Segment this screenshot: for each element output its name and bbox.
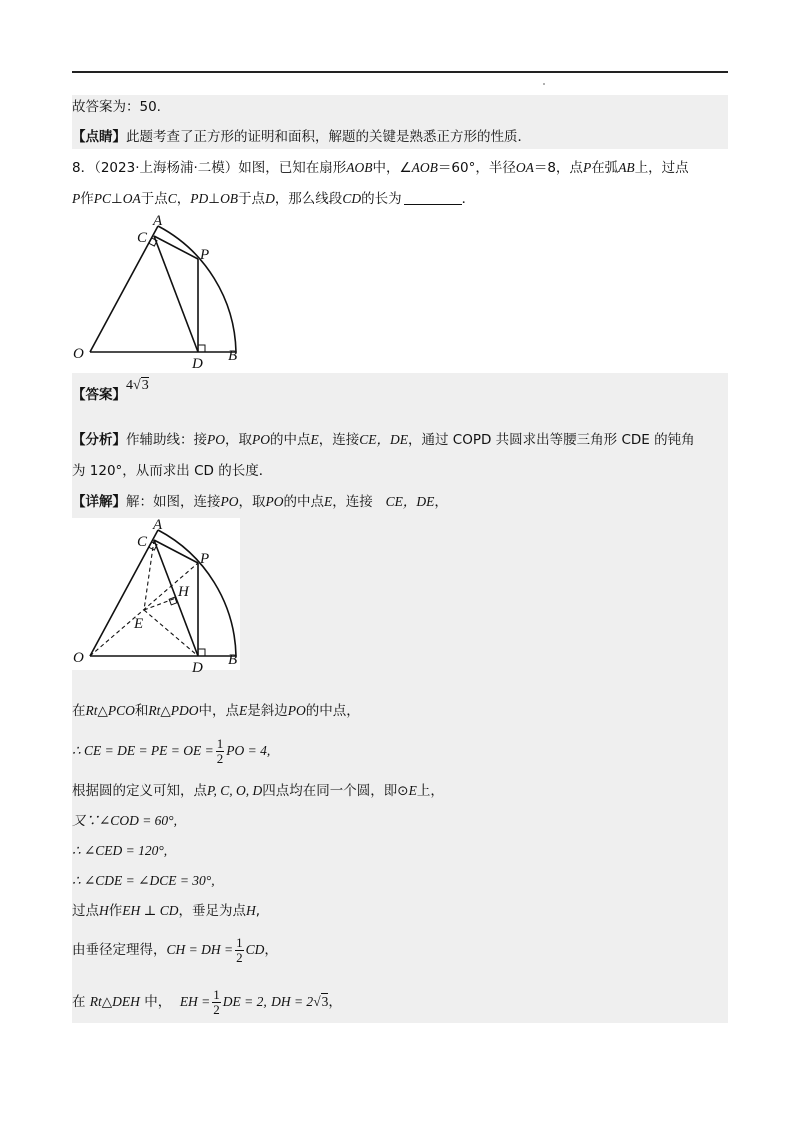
prev-answer-line: 故答案为：50. bbox=[72, 99, 161, 115]
answer-line: 【答案】4√3 bbox=[72, 378, 149, 403]
answer-blank bbox=[404, 192, 462, 205]
fraction-half-3: $\frac{1}{2}$ bbox=[213, 986, 220, 1017]
step-9: 在 Rt△DEH 中， EH = $\frac{1}{2}$ DE = 2, DH = 2 √3 ， bbox=[72, 986, 342, 1017]
auxiliary-figure bbox=[68, 516, 258, 676]
fraction-half: $\frac{1}{2}$ bbox=[216, 735, 224, 766]
segment-ce-dashed bbox=[144, 540, 154, 610]
answer-value: 4√3 bbox=[126, 378, 149, 393]
label-o-2: O bbox=[73, 650, 84, 666]
prev-comment-line: 【点睛】此题考查了正方形的证明和面积，解题的关键是熟悉正方形的性质． bbox=[72, 129, 531, 145]
step-4: 又∵∠COD = 60°, bbox=[72, 813, 177, 828]
step-6: ∴ ∠CDE = ∠DCE = 30°, bbox=[72, 873, 215, 888]
label-b: B bbox=[228, 348, 238, 364]
segment-oa-2 bbox=[90, 530, 158, 656]
right-angle-d bbox=[198, 345, 205, 352]
label-c-2: C bbox=[137, 534, 148, 550]
label-d: D bbox=[192, 356, 203, 372]
step-7: 过点H作EH ⊥ CD，垂足为点H, bbox=[72, 903, 260, 919]
analysis-line-1: 【分析】作辅助线：接PO，取PO的中点E，连接CE，DE，通过 COPD 共圆求出等腰三角形 CDE 的钝角 bbox=[72, 432, 695, 448]
detail-line: 【详解】解：如图，连接PO，取PO的中点E，连接 CE，DE， bbox=[72, 494, 448, 510]
label-p: P bbox=[200, 247, 210, 263]
problem-line-2: P作PC⊥OA于点C，PD⊥OB于点D，那么线段CD的长为 ． bbox=[72, 191, 476, 207]
label-c: C bbox=[137, 230, 148, 246]
label-a-2: A bbox=[153, 517, 163, 533]
label-b-2: B bbox=[228, 652, 238, 668]
fraction-half-2: $\frac{1}{2}$ bbox=[236, 934, 243, 965]
step-3: 根据圆的定义可知，点P, C, O, D四点均在同一个圆，即⊙E上， bbox=[72, 783, 444, 799]
step-1: 在Rt△PCO和Rt△PDO中，点E是斜边PO的中点， bbox=[72, 703, 360, 719]
step-5: ∴ ∠CED = 120°, bbox=[72, 843, 168, 858]
sector-figure bbox=[68, 212, 258, 372]
problem-line-1: 8．（2023·上海杨浦·二模）如图，已知在扇形AOB中，∠AOB＝60°，半径OA＝8，点P在弧AB上，过点 bbox=[72, 160, 689, 176]
segment-oa bbox=[90, 226, 158, 352]
label-o: O bbox=[73, 346, 84, 362]
segment-cd-2 bbox=[154, 540, 198, 656]
segment-cd bbox=[154, 236, 198, 352]
header-rule bbox=[72, 71, 728, 73]
right-angle-d-2 bbox=[198, 649, 205, 656]
step-8: 由垂径定理得， CH = DH = $\frac{1}{2}$ CD ， bbox=[72, 934, 278, 965]
scan-dot bbox=[543, 83, 545, 85]
label-p-2: P bbox=[200, 551, 210, 567]
analysis-line-2: 为 120°，从而求出 CD 的长度． bbox=[72, 463, 273, 479]
label-h: H bbox=[178, 584, 189, 600]
label-e: E bbox=[134, 616, 144, 632]
label-a: A bbox=[153, 213, 163, 229]
step-2: ∴ CE = DE = PE = OE = $\frac{1}{2}$ PO = 4, bbox=[72, 735, 271, 766]
label-d-2: D bbox=[192, 660, 203, 676]
